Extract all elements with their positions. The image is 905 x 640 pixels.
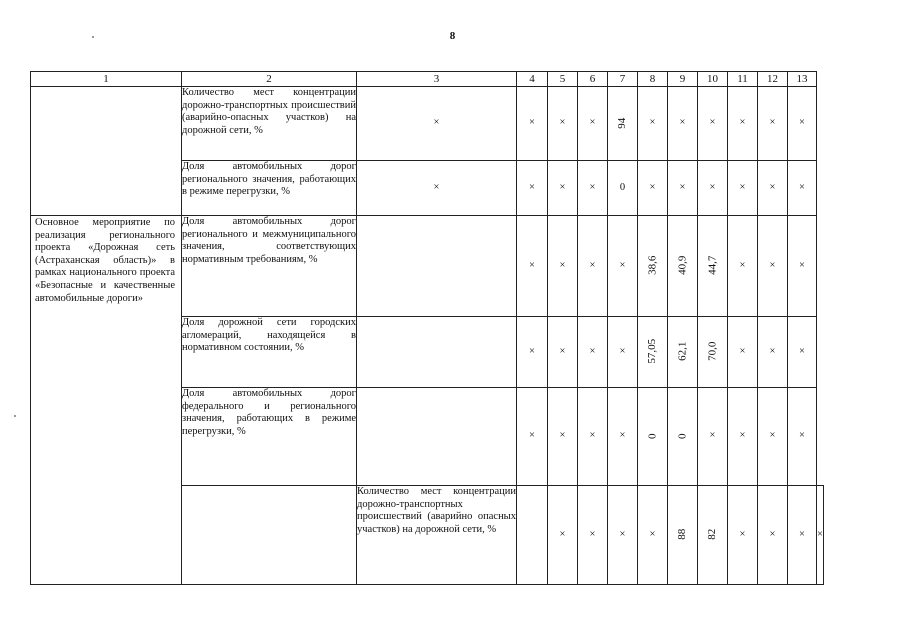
value-cell: ×	[517, 87, 548, 161]
indicator-cell: Количество мест концентрации дорожно-транспортных происшествий (аварийно опасных участков) на дорожной сети, %	[357, 486, 517, 585]
value-cell	[608, 87, 638, 161]
value-cell: ×	[608, 388, 638, 486]
value-cell: ×	[698, 87, 728, 161]
value-cell: ×	[728, 87, 758, 161]
header-cell: 6	[578, 72, 608, 87]
value-cell: ×	[578, 161, 608, 216]
value-cell: ×	[668, 161, 698, 216]
value-cell: ×	[728, 486, 758, 585]
value-cell	[668, 317, 698, 388]
indicator-cell: Доля автомобильных дорог регионального значения, работающих в режиме перегрузки, %	[182, 161, 357, 216]
header-cell: 1	[31, 72, 182, 87]
col3-cell	[357, 216, 517, 317]
value-cell: ×	[608, 317, 638, 388]
scan-speck	[14, 415, 16, 417]
value-cell: ×	[788, 388, 817, 486]
col3-cell: ×	[357, 87, 517, 161]
value-cell: ×	[728, 161, 758, 216]
value-cell: ×	[548, 161, 578, 216]
main-event-cell: Основное мероприятие по реализация регионального проекта «Дорожная сеть (Астраханская область)» в рамках национального проекта «Безопасные и качественные автомобильные дороги»	[31, 216, 182, 585]
value-cell: ×	[788, 486, 817, 585]
empty-event-cell	[182, 486, 357, 585]
rotated-value: 62,1	[676, 341, 689, 362]
value-cell	[638, 317, 668, 388]
value-cell: ×	[698, 388, 728, 486]
indicator-cell: Количество мест концентрации дорожно-транспортных происшествий (аварийно-опасных участков) на дорожной сети, %	[182, 87, 357, 161]
header-cell: 5	[548, 72, 578, 87]
table-row	[31, 87, 824, 161]
value-cell: ×	[548, 317, 578, 388]
value-cell: ×	[578, 87, 608, 161]
value-cell: ×	[788, 317, 817, 388]
value-cell: ×	[517, 317, 548, 388]
rotated-value: 82	[706, 529, 719, 540]
value-cell: ×	[578, 486, 608, 585]
value-cell: 0	[608, 161, 638, 216]
value-cell: ×	[698, 161, 728, 216]
empty-event-cell	[31, 87, 182, 216]
value-cell: ×	[788, 87, 817, 161]
indicator-cell: Доля дорожной сети городских агломераций, находящейся в нормативном состоянии, %	[182, 317, 357, 388]
value-cell: ×	[788, 216, 817, 317]
value-cell: ×	[517, 388, 548, 486]
header-cell: 10	[698, 72, 728, 87]
rotated-value: 40,9	[676, 255, 689, 276]
col3-cell	[357, 388, 517, 486]
header-cell: 11	[728, 72, 758, 87]
value-cell	[668, 486, 698, 585]
rotated-value: 57,05	[646, 339, 659, 364]
header-row	[31, 72, 824, 87]
value-cell: ×	[638, 161, 668, 216]
header-cell: 3	[357, 72, 517, 87]
value-cell	[638, 388, 668, 486]
value-cell: ×	[758, 317, 788, 388]
value-cell	[698, 486, 728, 585]
rotated-value: 44,7	[706, 255, 719, 276]
header-cell: 8	[638, 72, 668, 87]
rotated-value: 70,0	[706, 341, 719, 362]
value-cell: ×	[548, 216, 578, 317]
header-cell: 13	[788, 72, 817, 87]
indicator-cell: Доля автомобильных дорог регионального и межмуниципального значения, соответствующих нормативным требованиям, %	[182, 216, 357, 317]
value-cell: ×	[638, 87, 668, 161]
value-cell: ×	[517, 161, 548, 216]
value-cell	[668, 388, 698, 486]
value-cell: ×	[608, 216, 638, 317]
value-cell	[698, 216, 728, 317]
indicator-cell: Доля автомобильных дорог федерального и регионального значения, работающих в режиме перегрузки, %	[182, 388, 357, 486]
value-cell: ×	[728, 317, 758, 388]
col3-cell	[517, 486, 548, 585]
value-cell: ×	[758, 87, 788, 161]
header-cell: 7	[608, 72, 638, 87]
value-cell: ×	[758, 161, 788, 216]
indicators-table	[30, 71, 824, 585]
value-cell: ×	[758, 216, 788, 317]
value-cell: ×	[548, 486, 578, 585]
rotated-value: 38,6	[646, 255, 659, 276]
value-cell: ×	[788, 161, 817, 216]
value-cell: ×	[728, 216, 758, 317]
value-cell: ×	[517, 216, 548, 317]
value-cell: ×	[668, 87, 698, 161]
header-cell: 12	[758, 72, 788, 87]
value-cell: ×	[758, 388, 788, 486]
header-cell: 4	[517, 72, 548, 87]
value-cell	[638, 216, 668, 317]
value-cell: ×	[578, 317, 608, 388]
col3-cell	[357, 317, 517, 388]
header-cell: 2	[182, 72, 357, 87]
page-number: 8	[449, 30, 456, 42]
value-cell: ×	[548, 388, 578, 486]
value-cell: ×	[578, 216, 608, 317]
header-cell: 9	[668, 72, 698, 87]
value-cell	[698, 317, 728, 388]
rotated-value: 88	[676, 529, 689, 540]
value-cell: ×	[548, 87, 578, 161]
rotated-value: 94	[616, 117, 629, 129]
rotated-value: 0	[676, 433, 689, 439]
scan-speck	[92, 36, 94, 38]
value-cell: ×	[608, 486, 638, 585]
table-row	[31, 216, 824, 317]
value-cell: ×	[728, 388, 758, 486]
rotated-value: 0	[646, 433, 659, 439]
value-cell: ×	[758, 486, 788, 585]
value-cell: ×	[638, 486, 668, 585]
value-cell	[668, 216, 698, 317]
value-cell: ×	[578, 388, 608, 486]
value-cell: ×	[817, 486, 824, 585]
col3-cell: ×	[357, 161, 517, 216]
